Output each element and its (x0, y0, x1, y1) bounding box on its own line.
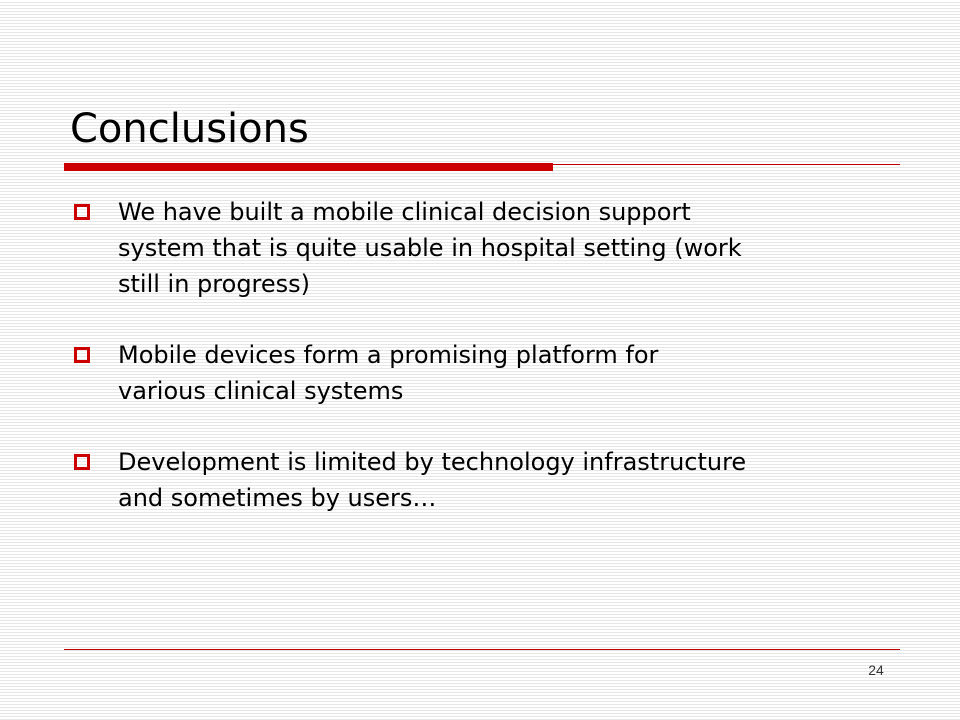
bullet-line: Development is limited by technology infrastructure (118, 448, 747, 476)
bullet-list (72, 194, 892, 551)
bullet-item (72, 194, 892, 302)
footer-rule (64, 649, 900, 650)
bullet-line: various clinical systems (118, 377, 404, 405)
hollow-square-icon (74, 347, 90, 363)
title-underline-accent (64, 163, 553, 171)
hollow-square-icon (74, 454, 90, 470)
page-number: 24 (868, 662, 884, 678)
bullet-line: and sometimes by users… (118, 484, 437, 512)
bullet-item (72, 444, 892, 516)
hollow-square-icon (74, 204, 90, 220)
bullet-line: We have built a mobile clinical decision support (118, 198, 691, 226)
slide-title: Conclusions (70, 106, 309, 152)
bullet-line: still in progress) (118, 270, 311, 298)
bullet-line: Mobile devices form a promising platform for (118, 341, 659, 369)
bullet-line: system that is quite usable in hospital setting (work (118, 234, 742, 262)
bullet-item (72, 337, 892, 409)
